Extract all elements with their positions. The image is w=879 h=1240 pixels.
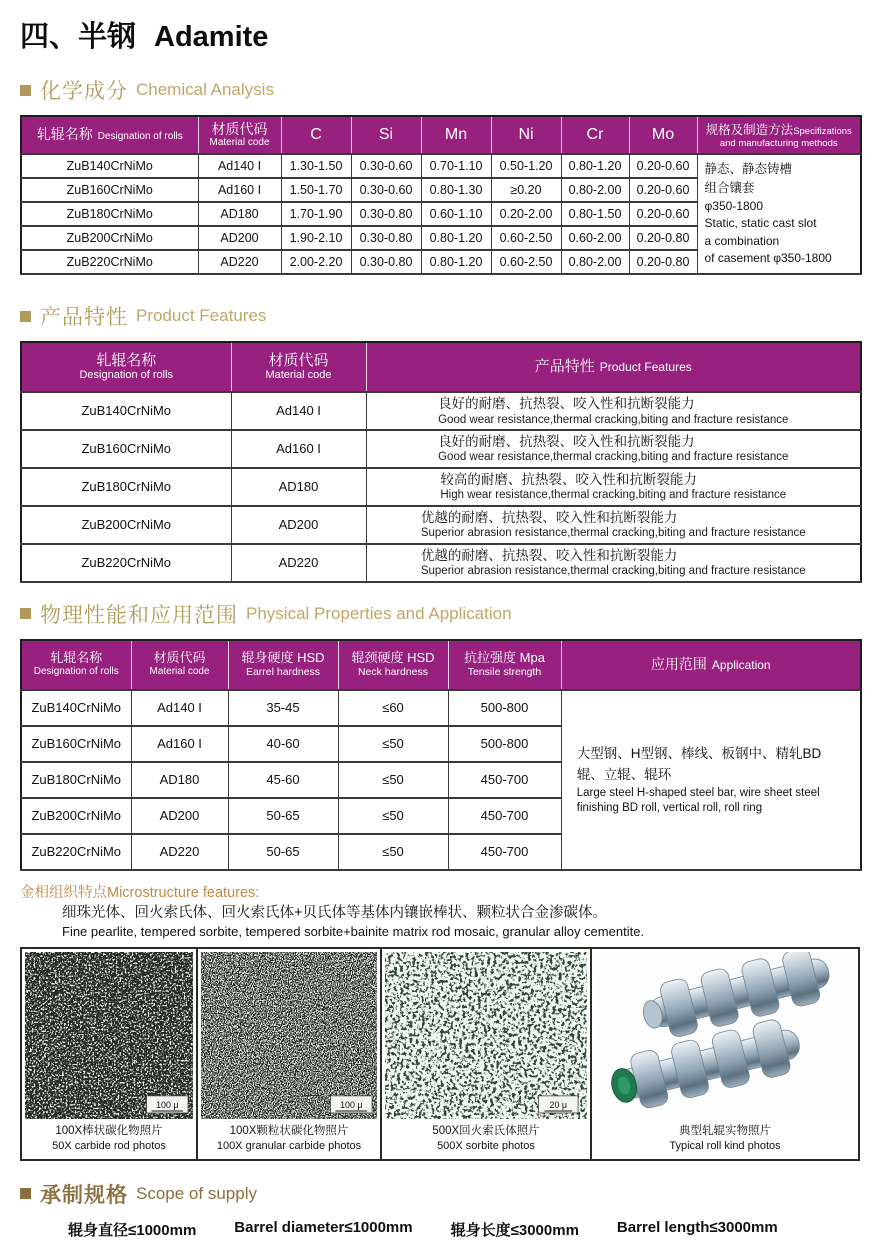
page-title-zh: 四、半钢 xyxy=(20,21,137,53)
cell-mn: 0.80-1.20 xyxy=(421,226,491,250)
cell-barrel-hardness: 50-65 xyxy=(228,798,338,834)
col-header-material-code: 材质代码 Material code xyxy=(231,342,366,392)
section-title-en: Product Features xyxy=(136,306,267,325)
col-header-neck-hardness: 辊颈硬度 HSD Neck hardness xyxy=(338,640,448,690)
cell-designation: ZuB180CrNiMo xyxy=(21,468,231,506)
cell-material-code: AD220 xyxy=(198,250,281,274)
cell-cr: 0.60-2.00 xyxy=(561,226,629,250)
cell-neck-hardness: ≤60 xyxy=(338,690,448,726)
cell-designation: ZuB220CrNiMo xyxy=(21,544,231,582)
micrograph-photo-3 xyxy=(382,949,590,1121)
cell-designation: ZuB140CrNiMo xyxy=(21,392,231,430)
square-bullet-icon xyxy=(20,608,31,619)
cell-barrel-hardness: 40-60 xyxy=(228,726,338,762)
cell-designation: ZuB180CrNiMo xyxy=(21,762,131,798)
col-header-c: C xyxy=(281,116,351,154)
cell-barrel-hardness: 50-65 xyxy=(228,834,338,870)
cell-si: 0.30-0.60 xyxy=(351,178,421,202)
cell-ni: 0.20-2.00 xyxy=(491,202,561,226)
cell-neck-hardness: ≤50 xyxy=(338,762,448,798)
section-title-chemical xyxy=(20,75,860,105)
microstructure-text-en: Fine pearlite, tempered sorbite, tempered sorbite+bainite matrix rod mosaic, granular alloy cementite. xyxy=(62,924,645,940)
features-table-row xyxy=(21,430,861,468)
physical-table-row xyxy=(21,690,861,726)
micrograph-photo-1 xyxy=(22,949,196,1121)
cell-designation: ZuB140CrNiMo xyxy=(21,690,131,726)
photo-strip xyxy=(20,947,860,1161)
table-header-row xyxy=(21,342,861,392)
cell-specs-and-methods: 静态、静态铸槽 组合镶套 φ350-1800 Static, static cast slot a combination of casement φ350-1800 xyxy=(697,154,861,274)
scale-label: 100 μ xyxy=(156,1099,179,1110)
photo-caption: 典型轧辊实物照片 Typical roll kind photos xyxy=(669,1124,781,1152)
photo-cell-sorbite xyxy=(382,949,592,1159)
features-table-row xyxy=(21,506,861,544)
col-header-cr: Cr xyxy=(561,116,629,154)
cell-designation: ZuB180CrNiMo xyxy=(21,202,198,226)
cell-tensile-strength: 450-700 xyxy=(448,798,561,834)
square-bullet-icon xyxy=(20,1188,31,1199)
supply-spec-barrel-diameter-en: Barrel diameter≤1000mm xyxy=(234,1218,413,1236)
cell-ni: 0.50-1.20 xyxy=(491,154,561,178)
page-title xyxy=(20,14,860,55)
cell-mn: 0.60-1.10 xyxy=(421,202,491,226)
microstructure-text-zh: 细珠光体、回火索氏体、回火索氏体+贝氏体等基体内镶嵌棒状、颗粒状合金渗碳体。 xyxy=(62,904,607,921)
photo-caption: 500X回火索氏体照片 500X sorbite photos xyxy=(432,1124,540,1152)
roll-photo-illustration xyxy=(592,949,858,1121)
cell-feature: 优越的耐磨、抗热裂、咬入性和抗断裂能力 Superior abrasion resistance,thermal cracking,biting and fracture resistance xyxy=(366,506,861,544)
col-header-tensile-strength: 抗拉强度 Mpa Tensile strength xyxy=(448,640,561,690)
cell-barrel-hardness: 45-60 xyxy=(228,762,338,798)
col-header-specs: 规格及制造方法Specifizations and manufacturing methods xyxy=(697,116,861,154)
cell-si: 0.30-0.80 xyxy=(351,202,421,226)
cell-feature: 良好的耐磨、抗热裂、咬入性和抗断裂能力 Good wear resistance,thermal cracking,biting and fracture resistance xyxy=(366,430,861,468)
supply-spec-barrel-length-zh: 辊身长度≤3000mm xyxy=(450,1221,579,1239)
supply-spec-barrel-diameter-zh: 辊身直径≤1000mm xyxy=(68,1221,197,1239)
cell-material-code: AD220 xyxy=(131,834,228,870)
col-header-material-code: 材质代码 Material code xyxy=(198,116,281,154)
cell-designation: ZuB160CrNiMo xyxy=(21,430,231,468)
cell-material-code: AD180 xyxy=(198,202,281,226)
photo-caption: 100X棒状碳化物照片 50X carbide rod photos xyxy=(52,1124,166,1152)
section-title-en: Physical Properties and Application xyxy=(246,603,512,623)
supply-spec-barrel-length-en: Barrel length≤3000mm xyxy=(616,1218,778,1236)
cell-cr: 0.80-2.00 xyxy=(561,178,629,202)
cell-mo: 0.20-0.80 xyxy=(629,226,697,250)
features-table-row xyxy=(21,544,861,582)
col-header-si: Si xyxy=(351,116,421,154)
col-header-application: 应用范围 Application xyxy=(561,640,861,690)
product-features-table xyxy=(20,341,862,583)
microstructure-block xyxy=(20,881,860,941)
col-header-mn: Mn xyxy=(421,116,491,154)
cell-ni: 0.60-2.50 xyxy=(491,250,561,274)
cell-mo: 0.20-0.60 xyxy=(629,154,697,178)
cell-material-code: Ad160 I xyxy=(231,430,366,468)
cell-tensile-strength: 450-700 xyxy=(448,762,561,798)
cell-mn: 0.80-1.30 xyxy=(421,178,491,202)
section-title-features xyxy=(20,301,860,331)
section-features xyxy=(20,301,860,583)
cell-neck-hardness: ≤50 xyxy=(338,834,448,870)
micrograph-photo-2 xyxy=(198,949,380,1121)
cell-ni: ≥0.20 xyxy=(491,178,561,202)
cell-mo: 0.20-0.80 xyxy=(629,250,697,274)
cell-mo: 0.20-0.60 xyxy=(629,178,697,202)
section-title-supply xyxy=(20,1179,860,1209)
cell-barrel-hardness: 35-45 xyxy=(228,690,338,726)
cell-cr: 0.80-1.20 xyxy=(561,154,629,178)
cell-si: 0.30-0.60 xyxy=(351,154,421,178)
cell-tensile-strength: 450-700 xyxy=(448,834,561,870)
cell-material-code: Ad140 I xyxy=(131,690,228,726)
photo-cell-granular-carbide xyxy=(198,949,382,1159)
cell-c: 1.30-1.50 xyxy=(281,154,351,178)
cell-si: 0.30-0.80 xyxy=(351,226,421,250)
cell-mo: 0.20-0.60 xyxy=(629,202,697,226)
cell-designation: ZuB220CrNiMo xyxy=(21,250,198,274)
table-header-row xyxy=(21,116,861,154)
cell-designation: ZuB220CrNiMo xyxy=(21,834,131,870)
col-header-designation: 轧辊名称 Designation of rolls xyxy=(21,116,198,154)
section-title-zh: 物理性能和应用范围 xyxy=(40,603,238,627)
cell-c: 1.90-2.10 xyxy=(281,226,351,250)
cell-application: 大型钢、H型钢、棒线、板钢中、精轧BD辊、立辊、辊环 Large steel H-shaped steel bar, wire sheet steel finishing BD roll, vertical roll, roll ring xyxy=(561,690,861,870)
cell-material-code: AD180 xyxy=(231,468,366,506)
col-header-material-code: 材质代码 Material code xyxy=(131,640,228,690)
cell-material-code: Ad140 I xyxy=(198,154,281,178)
section-chemical xyxy=(20,75,860,275)
photo-cell-roll xyxy=(592,949,858,1159)
table-header-row xyxy=(21,640,861,690)
cell-mn: 0.80-1.20 xyxy=(421,250,491,274)
cell-c: 1.70-1.90 xyxy=(281,202,351,226)
col-header-barrel-hardness: 辊身硬度 HSD Earrel hardness xyxy=(228,640,338,690)
microstructure-label: 金相组织特点Microstructure features: xyxy=(20,884,260,901)
cell-c: 1.50-1.70 xyxy=(281,178,351,202)
cell-material-code: Ad140 I xyxy=(231,392,366,430)
cell-designation: ZuB200CrNiMo xyxy=(21,506,231,544)
square-bullet-icon xyxy=(20,311,31,322)
photo-caption: 100X颗粒状碳化物照片 100X granular carbide photos xyxy=(216,1124,362,1152)
cell-neck-hardness: ≤50 xyxy=(338,798,448,834)
scale-label: 100 μ xyxy=(340,1099,363,1110)
section-title-zh: 承制规格 xyxy=(40,1183,128,1207)
scale-label: 20 μ xyxy=(549,1099,568,1110)
col-header-mo: Mo xyxy=(629,116,697,154)
cell-ni: 0.60-2.50 xyxy=(491,226,561,250)
page-title-en: Adamite xyxy=(154,21,269,53)
section-title-physical xyxy=(20,599,860,629)
square-bullet-icon xyxy=(20,85,31,96)
col-header-designation: 轧辊名称 Designation of rolls xyxy=(21,342,231,392)
cell-material-code: AD200 xyxy=(231,506,366,544)
cell-material-code: AD200 xyxy=(198,226,281,250)
col-header-ni: Ni xyxy=(491,116,561,154)
cell-material-code: AD220 xyxy=(231,544,366,582)
cell-designation: ZuB200CrNiMo xyxy=(21,226,198,250)
cell-cr: 0.80-2.00 xyxy=(561,250,629,274)
section-title-en: Chemical Analysis xyxy=(136,80,274,99)
cell-neck-hardness: ≤50 xyxy=(338,726,448,762)
physical-properties-table xyxy=(20,639,862,871)
cell-feature: 良好的耐磨、抗热裂、咬入性和抗断裂能力 Good wear resistance,thermal cracking,biting and fracture resistance xyxy=(366,392,861,430)
photo-cell-carbide-rod xyxy=(22,949,198,1159)
features-table-row xyxy=(21,468,861,506)
cell-designation: ZuB160CrNiMo xyxy=(21,178,198,202)
cell-designation: ZuB200CrNiMo xyxy=(21,798,131,834)
cell-material-code: AD180 xyxy=(131,762,228,798)
cell-material-code: Ad160 I xyxy=(198,178,281,202)
features-table-row xyxy=(21,392,861,430)
chemical-table-row xyxy=(21,154,861,178)
chemical-analysis-table xyxy=(20,115,862,275)
section-title-en: Scope of supply xyxy=(136,1183,257,1203)
cell-material-code: AD200 xyxy=(131,798,228,834)
cell-material-code: Ad160 I xyxy=(131,726,228,762)
cell-tensile-strength: 500-800 xyxy=(448,690,561,726)
col-header-designation: 轧辊名称 Designation of rolls xyxy=(21,640,131,690)
col-header-product-features: 产品特性 Product Features xyxy=(366,342,861,392)
section-title-zh: 化学成分 xyxy=(40,80,128,103)
supply-specs xyxy=(68,1219,860,1240)
cell-c: 2.00-2.20 xyxy=(281,250,351,274)
section-title-zh: 产品特性 xyxy=(40,306,128,329)
cell-si: 0.30-0.80 xyxy=(351,250,421,274)
cell-designation: ZuB140CrNiMo xyxy=(21,154,198,178)
cell-cr: 0.80-1.50 xyxy=(561,202,629,226)
cell-mn: 0.70-1.10 xyxy=(421,154,491,178)
cell-feature: 优越的耐磨、抗热裂、咬入性和抗断裂能力 Superior abrasion resistance,thermal cracking,biting and fracture resistance xyxy=(366,544,861,582)
section-physical xyxy=(20,599,860,871)
cell-tensile-strength: 500-800 xyxy=(448,726,561,762)
cell-feature: 较高的耐磨、抗热裂、咬入性和抗断裂能力 High wear resistance,thermal cracking,biting and fracture resistance xyxy=(366,468,861,506)
cell-designation: ZuB160CrNiMo xyxy=(21,726,131,762)
